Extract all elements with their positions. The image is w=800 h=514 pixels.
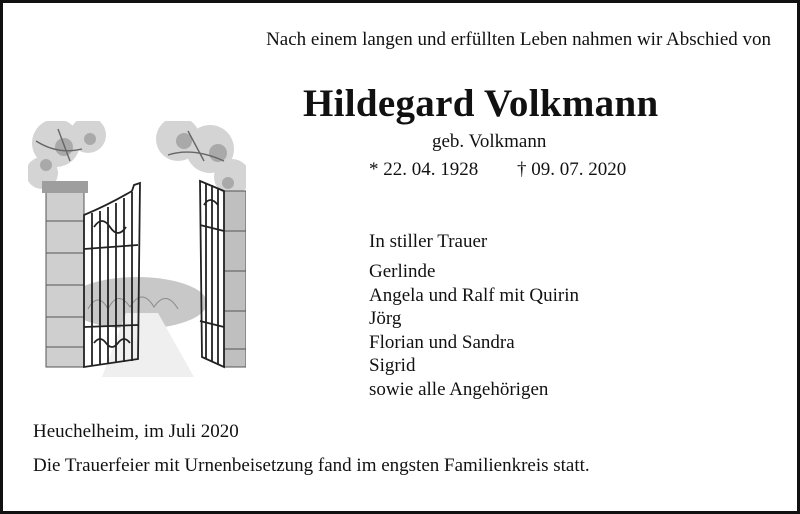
birth-date: * 22. 04. 1928 — [369, 159, 479, 180]
place-and-date: Heuchelheim, im Juli 2020 — [33, 421, 239, 442]
death-date: † 09. 07. 2020 — [517, 159, 627, 180]
list-item: Florian und Sandra — [369, 331, 515, 353]
list-item: Gerlinde — [369, 261, 436, 282]
funeral-notice: Die Trauerfeier mit Urnenbeisetzung fand im engsten Familienkreis statt. — [33, 455, 590, 476]
intro-text: Nach einem langen und erfüllten Leben nahmen wir Abschied von — [266, 29, 771, 50]
deceased-name: Hildegard Volkmann — [303, 82, 659, 125]
list-item: Angela und Ralf mit Quirin — [369, 284, 580, 306]
list-item: sowie alle Angehörigen — [369, 378, 549, 400]
mourners-list — [369, 260, 579, 401]
list-item: Jörg — [369, 308, 402, 329]
life-dates — [369, 159, 626, 181]
mourning-line: In stiller Trauer — [369, 231, 488, 252]
list-item: Sigrid — [369, 355, 416, 376]
garden-gate-image — [28, 121, 246, 377]
maiden-name: geb. Volkmann — [432, 131, 547, 152]
